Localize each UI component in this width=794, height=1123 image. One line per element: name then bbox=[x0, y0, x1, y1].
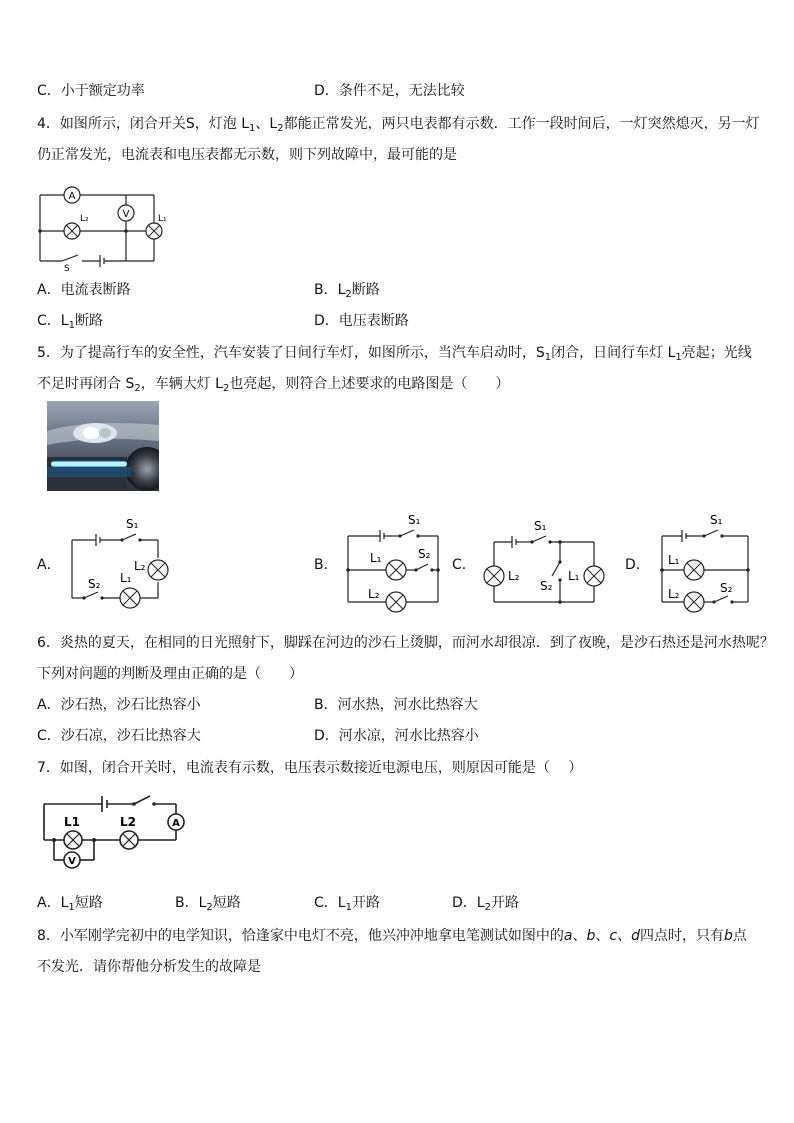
lamp2-label: L₂ bbox=[80, 214, 89, 224]
q6-option-a: A．沙石热，沙石比热容小 bbox=[37, 697, 201, 713]
label-s2: S₂ bbox=[540, 579, 553, 593]
q6-stem-line2: 下列对问题的判断及理由正确的是（ ） bbox=[37, 666, 303, 682]
q4-circuit-diagram bbox=[34, 183, 174, 273]
q5-circuit-c bbox=[480, 512, 610, 612]
q4-option-d: D．电压表断路 bbox=[314, 313, 409, 329]
q7-stem-line1: 7．如图，闭合开关时，电流表有示数，电压表示数接近电源电压，则原因可能是（ ） bbox=[37, 760, 583, 776]
q4-option-c: C．$L_1$断路 bbox=[37, 313, 103, 331]
switch-label: S bbox=[64, 264, 70, 274]
ammeter-label: A bbox=[68, 191, 76, 202]
q8-stem-line2: 不发光．请你帮他分析发生的故障是 bbox=[37, 959, 261, 975]
voltmeter-label: V bbox=[68, 856, 76, 867]
q5-stem-line2: 不足时再闭合 $S_2$，车辆大灯 $L_2$也亮起，则符合上述要求的电路图是（ ） bbox=[37, 376, 510, 394]
q5-option-c: C． bbox=[452, 557, 476, 573]
label-l1: L₁ bbox=[370, 551, 382, 565]
label-l1: L₁ bbox=[120, 571, 132, 585]
q6-option-c: C．沙石凉，沙石比热容大 bbox=[37, 728, 201, 744]
label-s1: S₁ bbox=[710, 513, 723, 527]
q7-circuit-diagram bbox=[38, 790, 198, 878]
ammeter-label: A bbox=[172, 818, 180, 829]
car-daytime-running-light-photo bbox=[47, 401, 159, 491]
label-s2: S₂ bbox=[720, 581, 733, 595]
label-l1: L₁ bbox=[668, 553, 680, 567]
q5-option-d: D． bbox=[625, 557, 650, 573]
q8-stem-line1: 8．小军刚学完初中的电学知识，恰逢家中电灯不亮，他兴冲冲地拿电笔测试如图中的a、b、c、d四点时，只有b点 bbox=[37, 928, 747, 944]
label-s2: S₂ bbox=[88, 577, 101, 591]
label-l2: L₂ bbox=[508, 569, 520, 583]
q5-circuit-d bbox=[652, 510, 762, 610]
q7-option-d: D．$L_2$开路 bbox=[452, 895, 519, 913]
q6-stem-line1: 6．炎热的夏天，在相同的日光照射下，脚踩在河边的沙石上烫脚，而河水却很凉．到了夜晚，是沙石热还是河水热呢？ bbox=[37, 635, 774, 651]
label-s2: S₂ bbox=[418, 547, 431, 561]
label-s1: S₁ bbox=[408, 513, 421, 527]
q7-option-a: A．$L_1$短路 bbox=[37, 895, 103, 913]
q4-stem-line1: 4．如图所示，闭合开关S，灯泡 $L_1$、$L_2$都能正常发光，两只电表都有示数．工作一段时间后，一灯突然熄灭，另一灯 bbox=[37, 116, 760, 134]
q6-option-b: B．河水热，河水比热容大 bbox=[314, 697, 478, 713]
label-l2: L₂ bbox=[134, 559, 146, 573]
q3-option-c: C．小于额定功率 bbox=[37, 83, 145, 99]
q3-option-d: D．条件不足，无法比较 bbox=[314, 83, 465, 99]
q5-option-a: A． bbox=[37, 557, 61, 573]
q4-option-a: A．电流表断路 bbox=[37, 282, 131, 298]
label-l1: L1 bbox=[64, 815, 80, 829]
label-l1: L₁ bbox=[568, 569, 580, 583]
q5-stem-line1: 5．为了提高行车的安全性，汽车安装了日间行车灯，如图所示，当汽车启动时，$S_1$闭合，日间行车灯 $L_1$亮起；光线 bbox=[37, 345, 752, 363]
q5-circuit-b bbox=[338, 510, 448, 610]
q7-option-b: B．$L_2$短路 bbox=[175, 895, 241, 913]
label-s1: S₁ bbox=[534, 519, 547, 533]
lamp1-label: L₁ bbox=[158, 214, 167, 224]
voltmeter-label: V bbox=[122, 209, 130, 220]
q7-option-c: C．$L_1$开路 bbox=[314, 895, 380, 913]
label-l2: L₂ bbox=[668, 587, 680, 601]
q4-stem-line2: 仍正常发光，电流表和电压表都无示数，则下列故障中，最可能的是 bbox=[37, 147, 457, 163]
q4-option-b: B．$L_2$断路 bbox=[314, 282, 380, 300]
q5-option-b: B． bbox=[314, 557, 338, 573]
label-l2: L₂ bbox=[368, 587, 380, 601]
q6-option-d: D．河水凉，河水比热容小 bbox=[314, 728, 479, 744]
label-l2: L2 bbox=[120, 815, 136, 829]
q5-circuit-a bbox=[62, 512, 182, 612]
label-s1: S₁ bbox=[126, 517, 139, 531]
